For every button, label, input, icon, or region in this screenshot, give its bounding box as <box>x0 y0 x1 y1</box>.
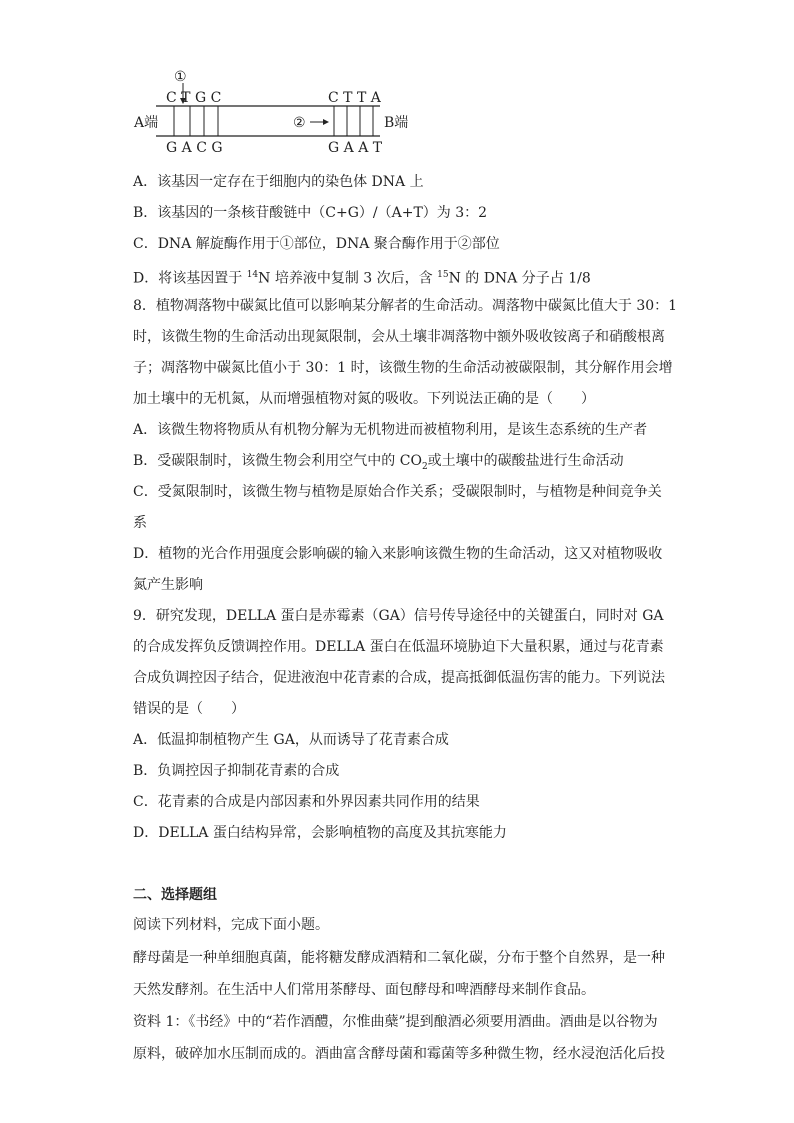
bottom-left-bases: G A C G <box>166 140 223 156</box>
q7-option-d <box>133 265 591 289</box>
passage-line: 天然发酵剂。在生活中人们常用茶酵母、面包酵母和啤酒酵母来制作食品。 <box>133 982 595 998</box>
dna-structure-figure <box>130 64 430 160</box>
q8-stem-line: 8．植物凋落物中碳氮比值可以影响某分解者的生命活动。凋落物中碳氮比值大于 30：1 <box>133 298 678 314</box>
end-label-b: B端 <box>384 115 409 131</box>
material-1-line: 原料，破碎加水压制而成的。酒曲富含酵母菌和霉菌等多种微生物，经水浸泡活化后投 <box>133 1046 665 1062</box>
marker-2-arrowhead <box>323 119 329 125</box>
marker-2: ② <box>293 115 306 131</box>
q8-option-d: D．植物的光合作用强度会影响碳的输入来影响该微生物的生命活动，这又对植物吸收 <box>133 546 663 562</box>
q9-stem-line: 合成负调控因子结合，促进液泡中花青素的合成，提高抵御低温伤害的能力。下列说法 <box>133 670 665 686</box>
dna-diagram <box>130 64 430 160</box>
q9-stem-line: 的合成发挥负反馈调控作用。DELLA 蛋白在低温环境胁迫下大量积累，通过与花青素 <box>133 639 664 655</box>
q8-option-a: A．该微生物将物质从有机物分解为无机物进而被植物利用，是该生态系统的生产者 <box>133 422 648 438</box>
marker-1: ① <box>174 69 187 85</box>
top-left-bases: C T G C <box>166 90 222 106</box>
q9-option-d: D．DELLA 蛋白结构异常，会影响植物的高度及其抗寒能力 <box>133 825 507 841</box>
q7-option-d-text: N 的 DNA 分子占 1/8 <box>448 270 591 287</box>
section-heading: 二、选择题组 <box>133 887 217 903</box>
section-intro: 阅读下列材料，完成下面小题。 <box>133 917 329 933</box>
q8-option-b <box>133 451 624 477</box>
q7-option-d-superscript: 14 <box>246 270 259 280</box>
q7-option-d-superscript: 15 <box>437 270 449 280</box>
passage-line: 酵母菌是一种单细胞真菌，能将糖发酵成酒精和二氧化碳，分布于整个自然界，是一种 <box>133 950 665 966</box>
q8-stem-line: 时，该微生物的生命活动出现氮限制，会从土壤非凋落物中额外吸收铵离子和硝酸根离 <box>133 329 665 345</box>
q8-option-b-text: 或土壤中的碳酸盐进行生命活动 <box>427 453 624 469</box>
q9-stem-line: 错误的是（ ） <box>133 701 245 717</box>
q8-option-b-subscript: 2 <box>421 461 428 472</box>
q8-stem-line: 子；凋落物中碳氮比值小于 30：1 时，该微生物的生命活动被碳限制，其分解作用会增 <box>133 360 673 376</box>
q9-option-c: C．花青素的合成是内部因素和外界因素共同作用的结果 <box>133 794 480 810</box>
q8-option-d-continued: 氮产生影响 <box>133 577 203 593</box>
q7-option-d-text: D．将该基因置于 <box>133 270 247 287</box>
q7-option-d-text: N 培养液中复制 3 次后，含 <box>258 270 438 287</box>
q9-option-a: A．低温抑制植物产生 GA，从而诱导了花青素合成 <box>133 732 449 748</box>
q7-option-c: C．DNA 解旋酶作用于①部位，DNA 聚合酶作用于②部位 <box>133 236 500 252</box>
q8-option-b-text: B．受碳限制时，该微生物会利用空气中的 CO <box>133 453 422 469</box>
q9-option-b: B．负调控因子抑制花青素的合成 <box>133 763 340 779</box>
q9-stem-line: 9．研究发现，DELLA 蛋白是赤霉素（GA）信号传导途径中的关键蛋白，同时对 GA <box>133 608 664 624</box>
top-right-bases: C T T A <box>328 90 381 106</box>
q8-option-c-continued: 系 <box>133 515 147 531</box>
end-label-a: A端 <box>134 115 159 131</box>
q8-stem-line: 加土壤中的无机氮，从而增强植物对氮的吸收。下列说法正确的是（ ） <box>133 391 595 407</box>
bottom-right-bases: G A A T <box>328 140 383 156</box>
material-1-line: 资料 1：《书经》中的“若作酒醴，尔惟曲蘖”提到酿酒必须要用酒曲。酒曲是以谷物为 <box>133 1014 658 1030</box>
q7-option-a: A．该基因一定存在于细胞内的染色体 DNA 上 <box>133 174 424 190</box>
q7-option-b: B．该基因的一条核苷酸链中（C+G）/（A+T）为 3：2 <box>133 205 488 221</box>
q8-option-c: C．受氮限制时，该微生物与植物是原始合作关系；受碳限制时，与植物是种间竞争关 <box>133 484 662 500</box>
